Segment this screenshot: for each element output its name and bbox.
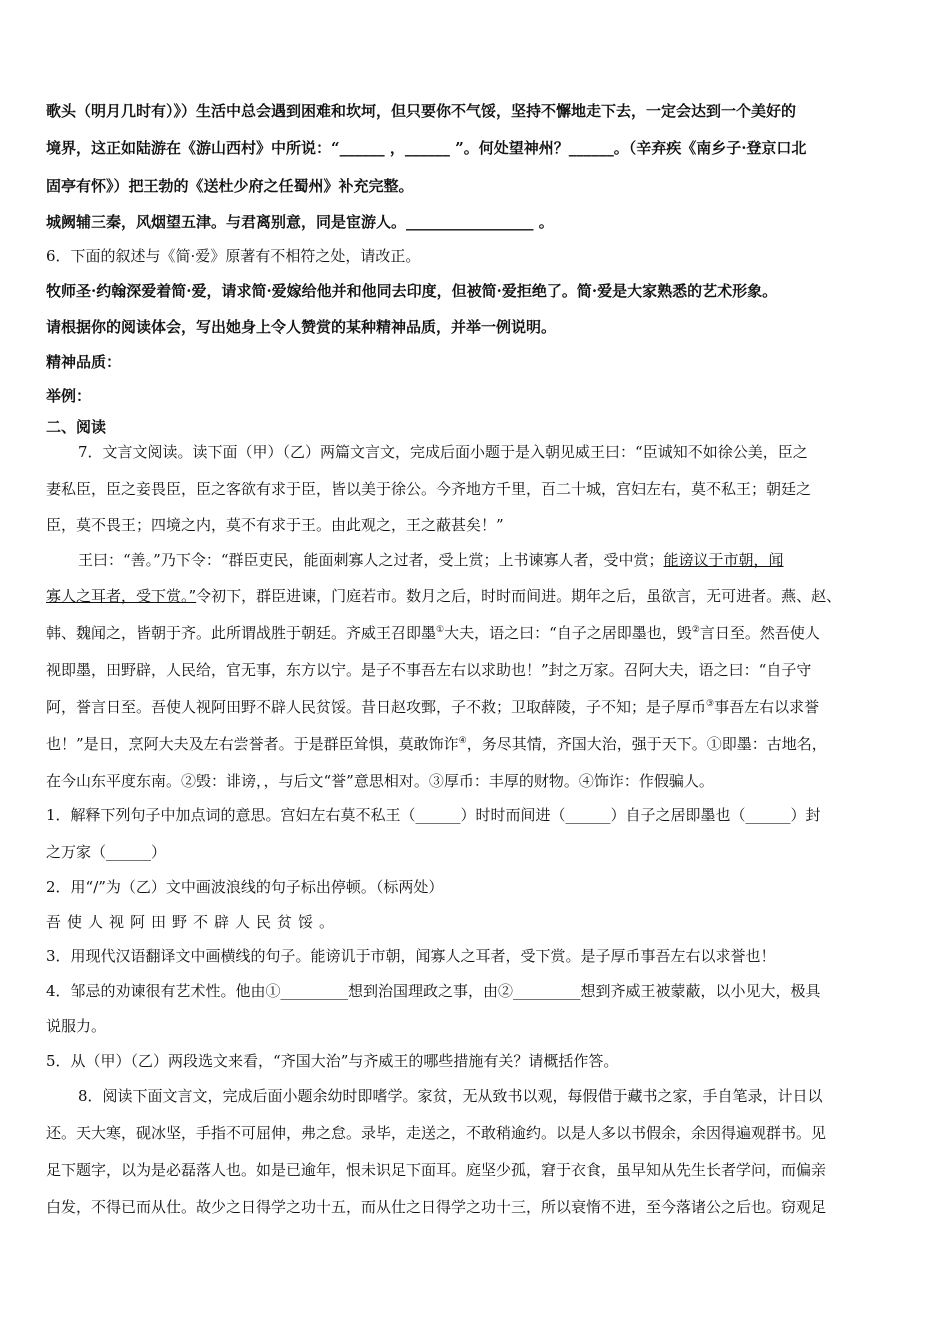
question-2-sentence: 吾使人视阿田野不辟人民贫馁。 xyxy=(46,913,341,931)
passage-yi-text: 阿，誉言日至。吾使人视阿田野不辟人民贫馁。昔日赵攻鄄，子不救；卫取薛陵，子不知；是子厚币 xyxy=(46,698,707,716)
spirit-quality-label: 精神品质： xyxy=(46,353,122,371)
example-label: 举例： xyxy=(46,387,92,405)
poem-fill-line-3: 固亭有怀》）把王勃的《送杜少府之任蜀州》补充完整。 xyxy=(46,177,414,195)
question-4-line-1: 4．邹忌的劝谏很有艺术性。他由①_________想到治国理政之事，由②_________想到齐威王被蒙蔽，以小见大，极具 xyxy=(46,982,821,1000)
section-heading-reading: 二、阅读 xyxy=(46,418,107,436)
passage-yi-line-6 xyxy=(46,733,827,755)
passage-8-line-2: 还。天大寒，砚冰坚，手指不可屈伸，弗之怠。录毕，走送之，不敢稍逾约。以是人多以书假余，余因得遍观群书。见 xyxy=(46,1124,827,1142)
question-1-line-2: 之万家（______） xyxy=(46,843,167,861)
passage-yi-text: 令初下，群臣进谏，门庭若市。数月之后，时时而间进。期年之后，虽欲言，无可进者。燕、赵、 xyxy=(196,587,842,605)
passage-yi-line-2 xyxy=(46,585,841,607)
passage-yi-line-3 xyxy=(46,622,820,644)
passage-8-line-3: 足下题字，以为是必磊落人也。如是已逾年，恨未识足下面耳。庭坚少孤，窘于衣食，虽早知从先生长者学问，而偏亲 xyxy=(46,1161,827,1179)
passage-yi-text: 韩、魏闻之，皆朝于齐。此所谓战胜于朝廷。齐威王召即墨 xyxy=(46,624,437,642)
question-4-line-2: 说服力。 xyxy=(46,1017,107,1035)
footnotes-line: 在今山东平度东南。②毁：诽谤，，与后文“誉”意思相对。③厚币：丰厚的财物。④饰诈：作假骗人。 xyxy=(46,772,714,790)
poem-fill-line-1: 歌头（明月几时有）》）生活中总会遇到困难和坎坷，但只要你不气馁，坚持不懈地走下去，一定会达到一个美好的 xyxy=(46,102,797,120)
passage-8-line-4: 白发，不得已而从仕。故少之日得学之功十五，而从仕之日得学之功十三，所以衰惰不进，至今落诸公之后也。窃观足 xyxy=(46,1198,827,1216)
underlined-sentence-part-1: 能谤议于市朝，闻 xyxy=(663,551,784,569)
footnote-marker-4: ④ xyxy=(458,736,467,746)
passage-yi-text: 也！”是日，烹阿大夫及左右尝誉者。于是群臣耸惧，莫敢饰诈 xyxy=(46,735,459,753)
question-3: 3．用现代汉语翻译文中画横线的句子。能谤讥于市朝，闻寡人之耳者，受下赏。是子厚币事吾左右以求誉也！ xyxy=(46,947,776,965)
question-2-title: 2．用“/”为（乙）文中画波浪线的句子标出停顿。（标两处） xyxy=(46,878,444,896)
jane-eyre-statement: 牧师圣·约翰深爱着简·爱，请求简·爱嫁给他并和他同去印度，但被简·爱拒绝了。简·爱是大家熟悉的艺术形象。 xyxy=(46,282,778,300)
footnote-marker-1: ① xyxy=(436,625,445,635)
passage-yi-line-1 xyxy=(78,549,784,571)
passage-yi-line-5 xyxy=(46,696,819,718)
passage-yi-text: 事吾左右以求誉 xyxy=(714,698,820,716)
passage-8-line-1: 8．阅读下面文言文，完成后面小题余幼时即嗜学。家贫，无从致书以观，每假借于藏书之家，手自笔录，计日以 xyxy=(78,1087,823,1105)
passage-jia-line-3: 臣，莫不畏王；四境之内，莫不有求于王。由此观之，王之蔽甚矣！” xyxy=(46,516,504,534)
passage-jia-line-1: 7．文言文阅读。读下面（甲）（乙）两篇文言文，完成后面小题于是入朝见威王曰：“臣诚知不如徐公美，臣之 xyxy=(78,443,808,461)
passage-yi-text: 言日至。然吾使人 xyxy=(699,624,820,642)
passage-yi-text: 王曰：“善。”乃下令：“群臣吏民，能面刺寡人之过者，受上赏；上书谏寡人者，受中赏； xyxy=(78,551,664,569)
jane-eyre-prompt: 请根据你的阅读体会，写出她身上令人赞赏的某种精神品质，并举一例说明。 xyxy=(46,318,557,336)
question-5: 5．从（甲）（乙）两段选文来看，“齐国大治”与齐威王的哪些措施有关？请概括作答。 xyxy=(46,1052,619,1070)
underlined-sentence-part-2: 寡人之耳者，受下赏。” xyxy=(46,587,197,605)
passage-yi-line-4: 视即墨，田野辟，人民给，官无事，东方以宁。是子不事吾左右以求助也！”封之万家。召阿大夫，语之曰：“自子守 xyxy=(46,661,812,679)
poem-fill-line-4: 城阙辅三秦，风烟望五津。与君离别意，同是宦游人。_________________ 。 xyxy=(46,213,554,231)
question-1-line-1: 1．解释下列句子中加点词的意思。宫妇左右莫不私王（______）时时而间进（______）自子之居即墨也（______）封 xyxy=(46,806,821,824)
passage-yi-text: ，务尽其情，齐国大治，强于天下。①即墨：古地名， xyxy=(466,735,827,753)
poem-fill-line-2: 境界，这正如陆游在《游山西村》中所说：“______ ，______ ”。何处望神州？______。（辛弃疾《南乡子·登京口北 xyxy=(46,139,807,157)
footnote-marker-2: ② xyxy=(691,625,700,635)
passage-yi-text: 大夫，语之曰：“自子之居即墨也，毁 xyxy=(444,624,692,642)
passage-jia-line-2: 妻私臣，臣之妾畏臣，臣之客欲有求于臣，皆以美于徐公。今齐地方千里，百二十城，宫妇左右，莫不私王；朝廷之 xyxy=(46,480,812,498)
footnote-marker-3: ③ xyxy=(706,699,715,709)
question-6-title: 6．下面的叙述与《简·爱》原著有不相符之处，请改正。 xyxy=(46,247,421,265)
